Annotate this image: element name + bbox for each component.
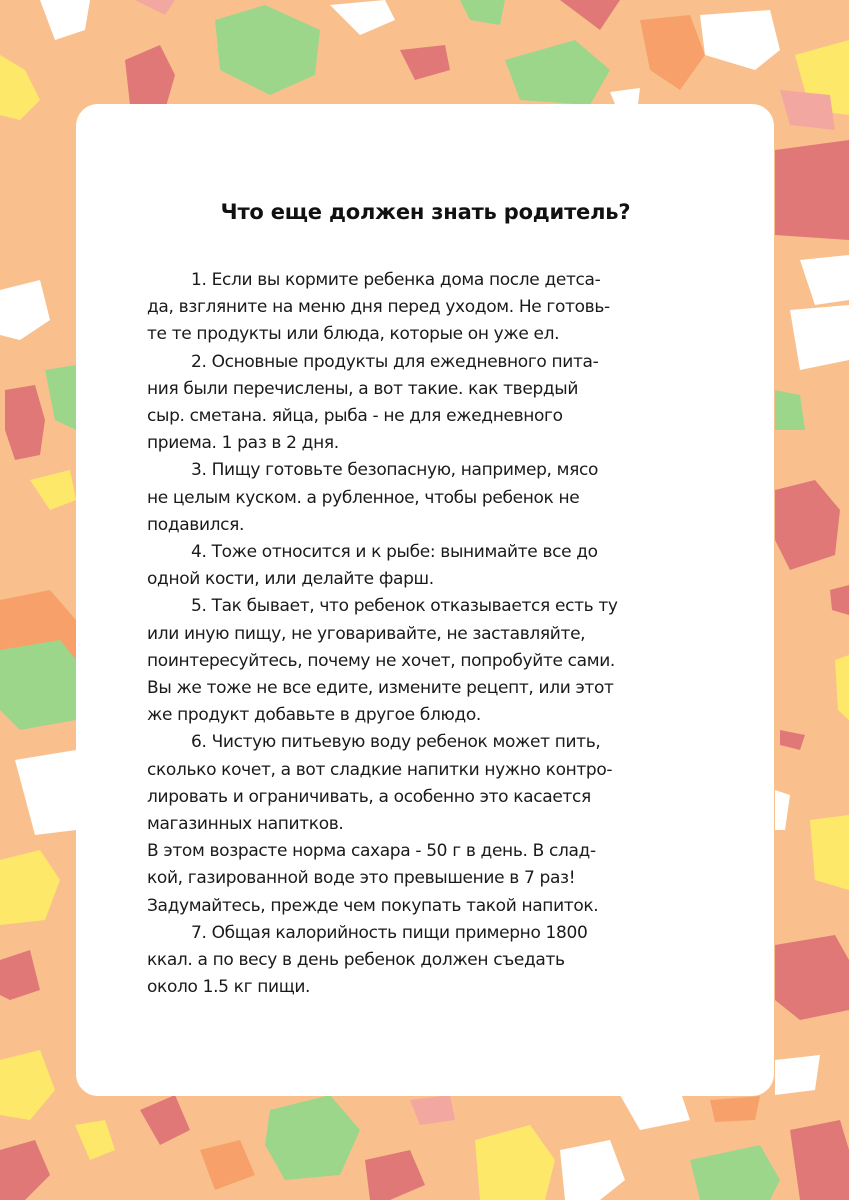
bg-shape: [790, 1120, 849, 1200]
paragraph-7: 7. Общая калорийность пищи примерно 1800 ккал. а по весу в день ребенок должен съедать около 1.5 кг пищи.: [147, 922, 588, 998]
article-body: [147, 267, 704, 1001]
bg-shape: [810, 815, 849, 890]
bg-shape: [775, 1055, 820, 1095]
bg-shape: [710, 1096, 760, 1122]
bg-shape: [790, 305, 849, 370]
paragraph-6: 6. Чистую питьевую воду ребенок может пить, сколько кочет, а вот сладкие напитки нужно контро- лировать и ограничивать, а особенно это касается магазинных напитков.: [147, 732, 613, 835]
paragraph-4: 4. Тоже относится и к рыбе: вынимайте все до одной кости, или делайте фарш.: [147, 542, 598, 590]
page-title: Что еще должен знать родитель?: [220, 200, 631, 224]
bg-shape: [775, 140, 849, 240]
paragraph-sugar-note: В этом возрасте норма сахара - 50 г в день. В слад- кой, газированной воде это превышение в 7 раз! Задумайтесь, прежде чем покупать такой напиток.: [147, 841, 599, 916]
paragraph-2: 2. Основные продукты для ежедневного пита- ния были перечислены, а вот такие. как твердый сыр. сметана. яйца, рыба - не для ежедневного приема. 1 раз в 2 дня.: [147, 351, 599, 454]
paragraph-3: 3. Пищу готовьте безопасную, например, мясо не целым куском. а рубленное, чтобы ребенок не подавился.: [147, 460, 599, 535]
bg-shape: [0, 640, 76, 730]
paragraph-1: 1. Если вы кормите ребенка дома после детса- да, взгляните на меню дня перед уходом. Не готовь- те те продукты или блюда, которые он уже ел.: [147, 270, 610, 345]
content-card: [76, 104, 774, 1096]
paragraph-5: 5. Так бывает, что ребенок отказывается есть ту или иную пищу, не уговаривайте, не заставляйте, поинтересуйтесь, почему не хочет, попробуйте сами. Вы же тоже не все едите, измените рецепт, или этот же продукт добавьте в другое блюдо.: [147, 596, 618, 726]
bg-shape: [775, 935, 849, 1020]
